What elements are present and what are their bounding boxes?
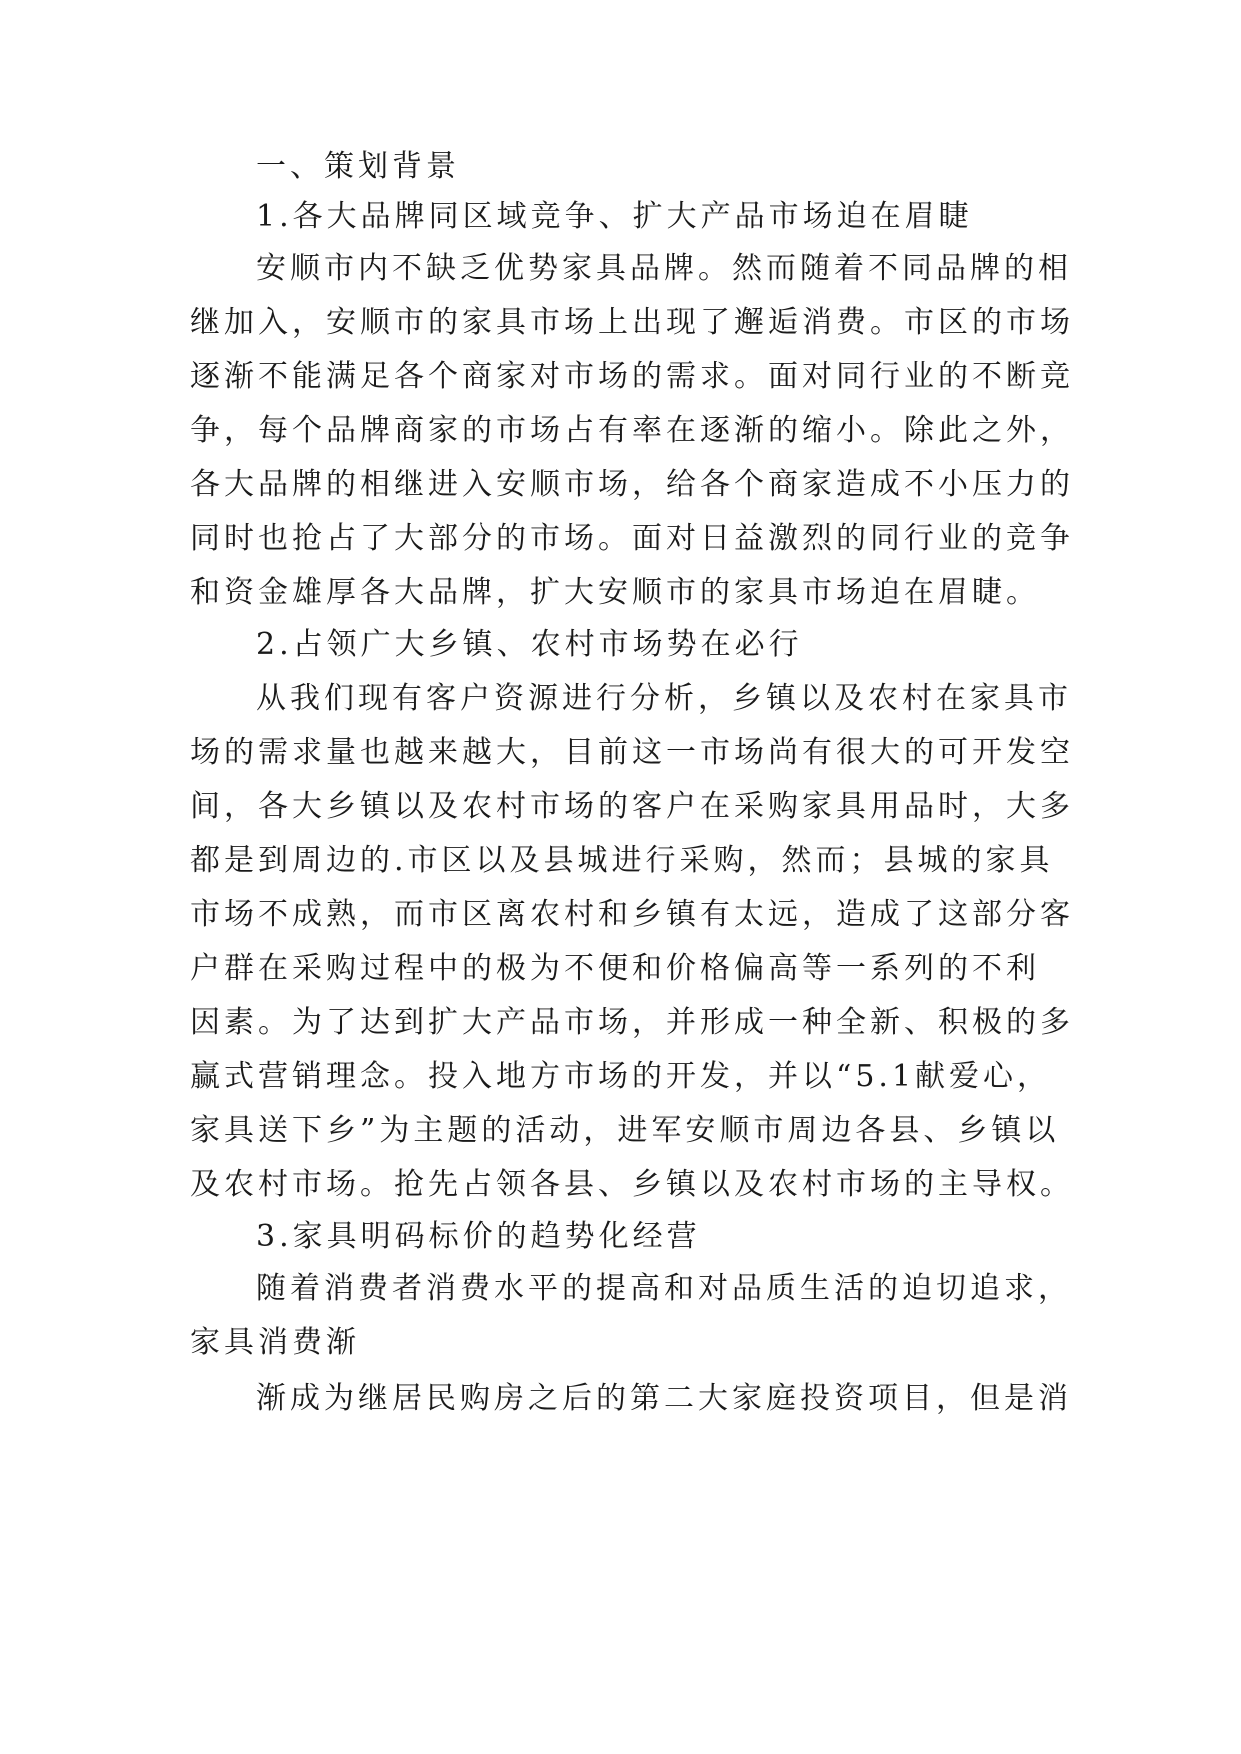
paragraph-line: 间，各大乡镇以及农村市场的客户在采购家具用品时，大多 [190,789,1074,824]
paragraph-line: 安顺市内不缺乏优势家具品牌。然而随着不同品牌的相 [256,251,1072,286]
paragraph-line: 及农村市场。抢先占领各县、乡镇以及农村市场的主导权。 [190,1167,1074,1202]
paragraph-line: 户群在采购过程中的极为不便和价格偏高等一系列的不利 [190,951,1040,986]
paragraph-line: 各大品牌的相继进入安顺市场，给各个商家造成不小压力的 [190,467,1074,502]
subheading: 3.家具明码标价的趋势化经营 [256,1219,701,1254]
paragraph-line: 随着消费者消费水平的提高和对品质生活的迫切追求， [256,1271,1072,1306]
paragraph-line: 场的需求量也越来越大，目前这一市场尚有很大的可开发空 [190,735,1074,770]
paragraph-line: 从我们现有客户资源进行分析，乡镇以及农村在家具市 [256,681,1072,716]
paragraph-line: 家具消费渐 [190,1325,360,1360]
subheading: 1.各大品牌同区域竞争、扩大产品市场迫在眉睫 [256,199,973,234]
paragraph-line: 逐渐不能满足各个商家对市场的需求。面对同行业的不断竞 [190,359,1074,394]
paragraph-line: 都是到周边的.市区以及县城进行采购，然而；县城的家具 [190,843,1054,878]
paragraph-line: 家具送下乡”为主题的活动，进军安顺市周边各县、乡镇以 [190,1113,1060,1148]
subheading: 2.占领广大乡镇、农村市场势在必行 [256,627,803,662]
paragraph-line: 渐成为继居民购房之后的第二大家庭投资项目，但是消 [256,1381,1072,1416]
paragraph-line: 因素。为了达到扩大产品市场，并形成一种全新、积极的多 [190,1005,1074,1040]
paragraph-line: 继加入，安顺市的家具市场上出现了邂逅消费。市区的市场 [190,305,1074,340]
section-heading: 一、策划背景 [256,149,460,184]
paragraph-line: 市场不成熟，而市区离农村和乡镇有太远，造成了这部分客 [190,897,1074,932]
paragraph-line: 争，每个品牌商家的市场占有率在逐渐的缩小。除此之外， [190,413,1074,448]
paragraph-line: 和资金雄厚各大品牌，扩大安顺市的家具市场迫在眉睫。 [190,575,1040,610]
paragraph-line: 赢式营销理念。投入地方市场的开发，并以“5.1献爱心， [190,1059,1052,1094]
paragraph-line: 同时也抢占了大部分的市场。面对日益激烈的同行业的竞争 [190,521,1074,556]
